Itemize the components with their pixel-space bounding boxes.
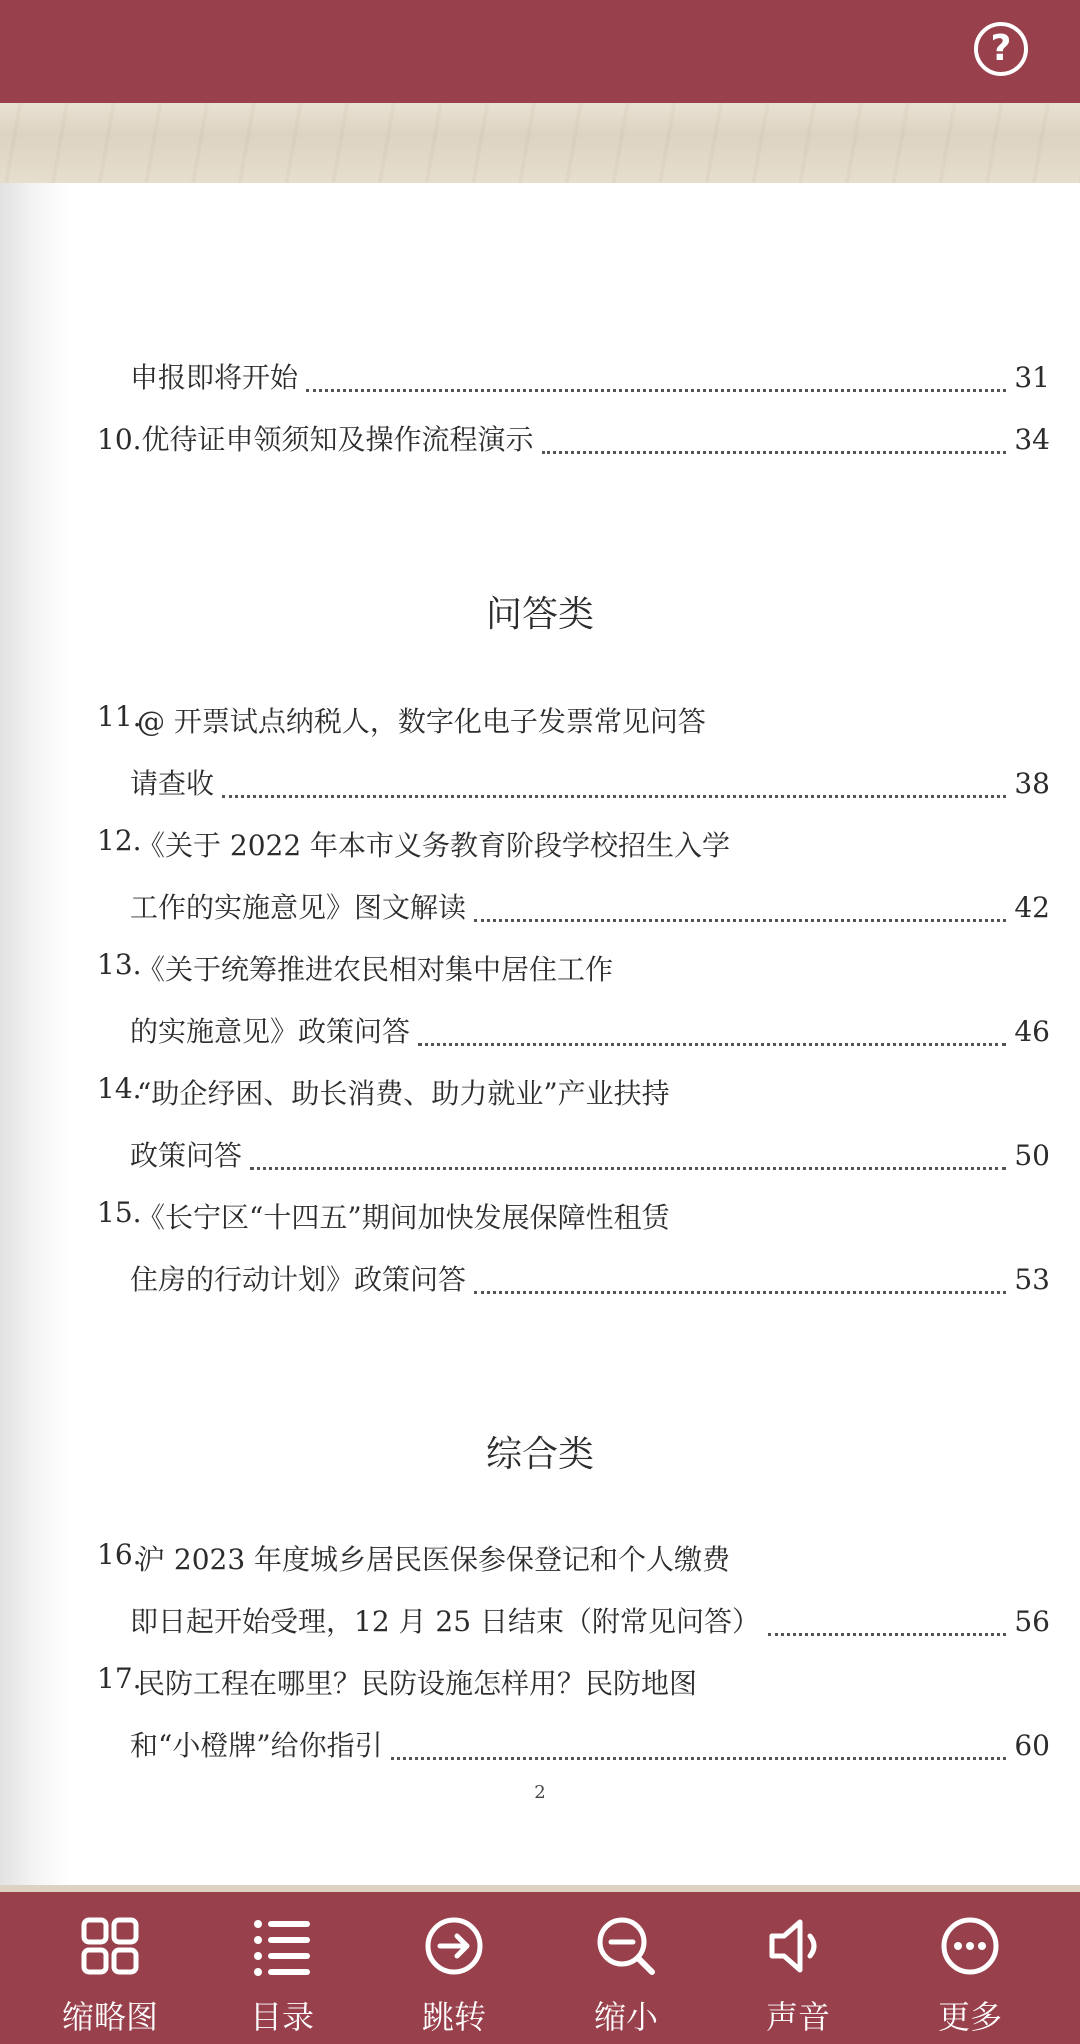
toc-page-number: 31 <box>1014 361 1050 394</box>
toc-entry-text: 民防工程在哪里？民防设施怎样用？民防地图 <box>137 1667 698 1700</box>
help-button[interactable] <box>974 22 1028 76</box>
paper-texture-bottom <box>0 1885 1080 1892</box>
toc-entry-number: 11. <box>97 700 142 733</box>
jump-button[interactable] <box>379 1892 529 2038</box>
top-bar <box>0 0 1080 103</box>
toc-page-number: 38 <box>1014 767 1050 800</box>
zoom-out-icon <box>594 1914 658 1978</box>
toc-entry-text: 《关于 2022 年本市义务教育阶段学校招生入学 <box>137 829 731 862</box>
toc-entry-14[interactable] <box>0 1072 1080 1122</box>
sound-button[interactable] <box>723 1892 873 2038</box>
section-title-qa: 问答类 <box>485 594 594 635</box>
leader-dots <box>306 389 1006 392</box>
toc-entry-number: 13. <box>97 948 142 981</box>
toc-entry-text: 优待证申领须知及操作流程演示 <box>141 423 534 456</box>
toc-entry-14-line2[interactable] <box>130 1134 1050 1184</box>
section-title-general: 综合类 <box>485 1434 594 1475</box>
toc-entry-text: @ 开票试点纳税人，数字化电子发票常见问答 <box>137 705 706 738</box>
nav-label: 声音 <box>765 1998 830 2036</box>
contents-button[interactable] <box>207 1892 357 2038</box>
toc-entry-13[interactable] <box>0 948 1080 998</box>
toc-entry-text: 的实施意见》政策问答 <box>130 1015 411 1048</box>
toc-page-number: 34 <box>1014 423 1050 456</box>
nav-label: 更多 <box>937 1998 1002 2036</box>
toc-entry-text: 和“小橙牌”给你指引 <box>130 1729 383 1762</box>
more-button[interactable] <box>895 1892 1045 2038</box>
toc-entry-15-line2[interactable] <box>130 1258 1050 1308</box>
toc-entry-12[interactable] <box>0 824 1080 874</box>
more-icon <box>938 1914 1002 1978</box>
toc-entry-11[interactable] <box>0 700 1080 750</box>
toc-page-number: 60 <box>1014 1729 1050 1762</box>
toc-entry-text: 住房的行动计划》政策问答 <box>130 1263 467 1296</box>
leader-dots <box>222 795 1006 798</box>
list-icon <box>250 1914 314 1978</box>
toc-entry-text: 《关于统筹推进农民相对集中居住工作 <box>137 953 614 986</box>
toc-entry-text: 请查收 <box>130 767 215 800</box>
toc-entry-number: 14. <box>97 1072 142 1105</box>
toc-entry-11-line2[interactable] <box>130 762 1050 812</box>
toc-entry-number: 15. <box>97 1196 142 1229</box>
toc-entry-text: 即日起开始受理，12 月 25 日结束（附常见问答） <box>130 1605 760 1638</box>
toc-entry-text: 申报即将开始 <box>130 361 299 394</box>
toc-entry-17[interactable] <box>0 1662 1080 1712</box>
toc-entry-10[interactable] <box>97 418 1050 468</box>
nav-label: 缩小 <box>593 1998 658 2036</box>
toc-page-number: 53 <box>1014 1263 1050 1296</box>
toc-entry-16[interactable] <box>0 1538 1080 1588</box>
zoom-out-button[interactable] <box>551 1892 701 2038</box>
leader-dots <box>768 1633 1006 1636</box>
toc-entry-number: 12. <box>97 824 142 857</box>
toc-page-number: 56 <box>1014 1605 1050 1638</box>
toc-page-number: 46 <box>1014 1015 1050 1048</box>
leader-dots <box>474 1291 1006 1294</box>
nav-label: 目录 <box>249 1998 314 2036</box>
leader-dots <box>250 1167 1006 1170</box>
page-number: 2 <box>534 1782 546 1803</box>
toc-entry-number: 10. <box>97 423 142 456</box>
toc-entry-text: “助企纾困、助长消费、助力就业”产业扶持 <box>137 1077 670 1110</box>
jump-arrow-icon <box>422 1914 486 1978</box>
speaker-icon <box>766 1914 830 1978</box>
nav-label: 跳转 <box>421 1998 486 2036</box>
thumbnail-button[interactable] <box>35 1892 185 2038</box>
nav-label: 缩略图 <box>61 1998 158 2036</box>
toc-entry-number: 17. <box>97 1662 142 1695</box>
toc-entry-text: 沪 2023 年度城乡居民医保参保登记和个人缴费 <box>137 1543 731 1576</box>
leader-dots <box>391 1757 1007 1760</box>
bottom-toolbar <box>0 1892 1080 2044</box>
leader-dots <box>542 451 1007 454</box>
toc-entry-text: 《长宁区“十四五”期间加快发展保障性租赁 <box>137 1201 670 1234</box>
help-icon: ? <box>990 28 1012 69</box>
toc-entry-17-line2[interactable] <box>130 1724 1050 1774</box>
toc-entry-13-line2[interactable] <box>130 1010 1050 1060</box>
paper-texture-top <box>0 103 1080 183</box>
toc-page-number: 50 <box>1014 1139 1050 1172</box>
toc-entry-15[interactable] <box>0 1196 1080 1246</box>
toc-entry-12-line2[interactable] <box>130 886 1050 936</box>
leader-dots <box>474 919 1006 922</box>
toc-page-number: 42 <box>1014 891 1050 924</box>
toc-entry-continued[interactable] <box>130 356 1050 406</box>
grid-icon <box>78 1914 142 1978</box>
toc-entry-text: 政策问答 <box>130 1139 243 1172</box>
toc-entry-number: 16. <box>97 1538 142 1571</box>
toc-entry-16-line2[interactable] <box>130 1600 1050 1650</box>
toc-entry-text: 工作的实施意见》图文解读 <box>130 891 467 924</box>
leader-dots <box>418 1043 1006 1046</box>
